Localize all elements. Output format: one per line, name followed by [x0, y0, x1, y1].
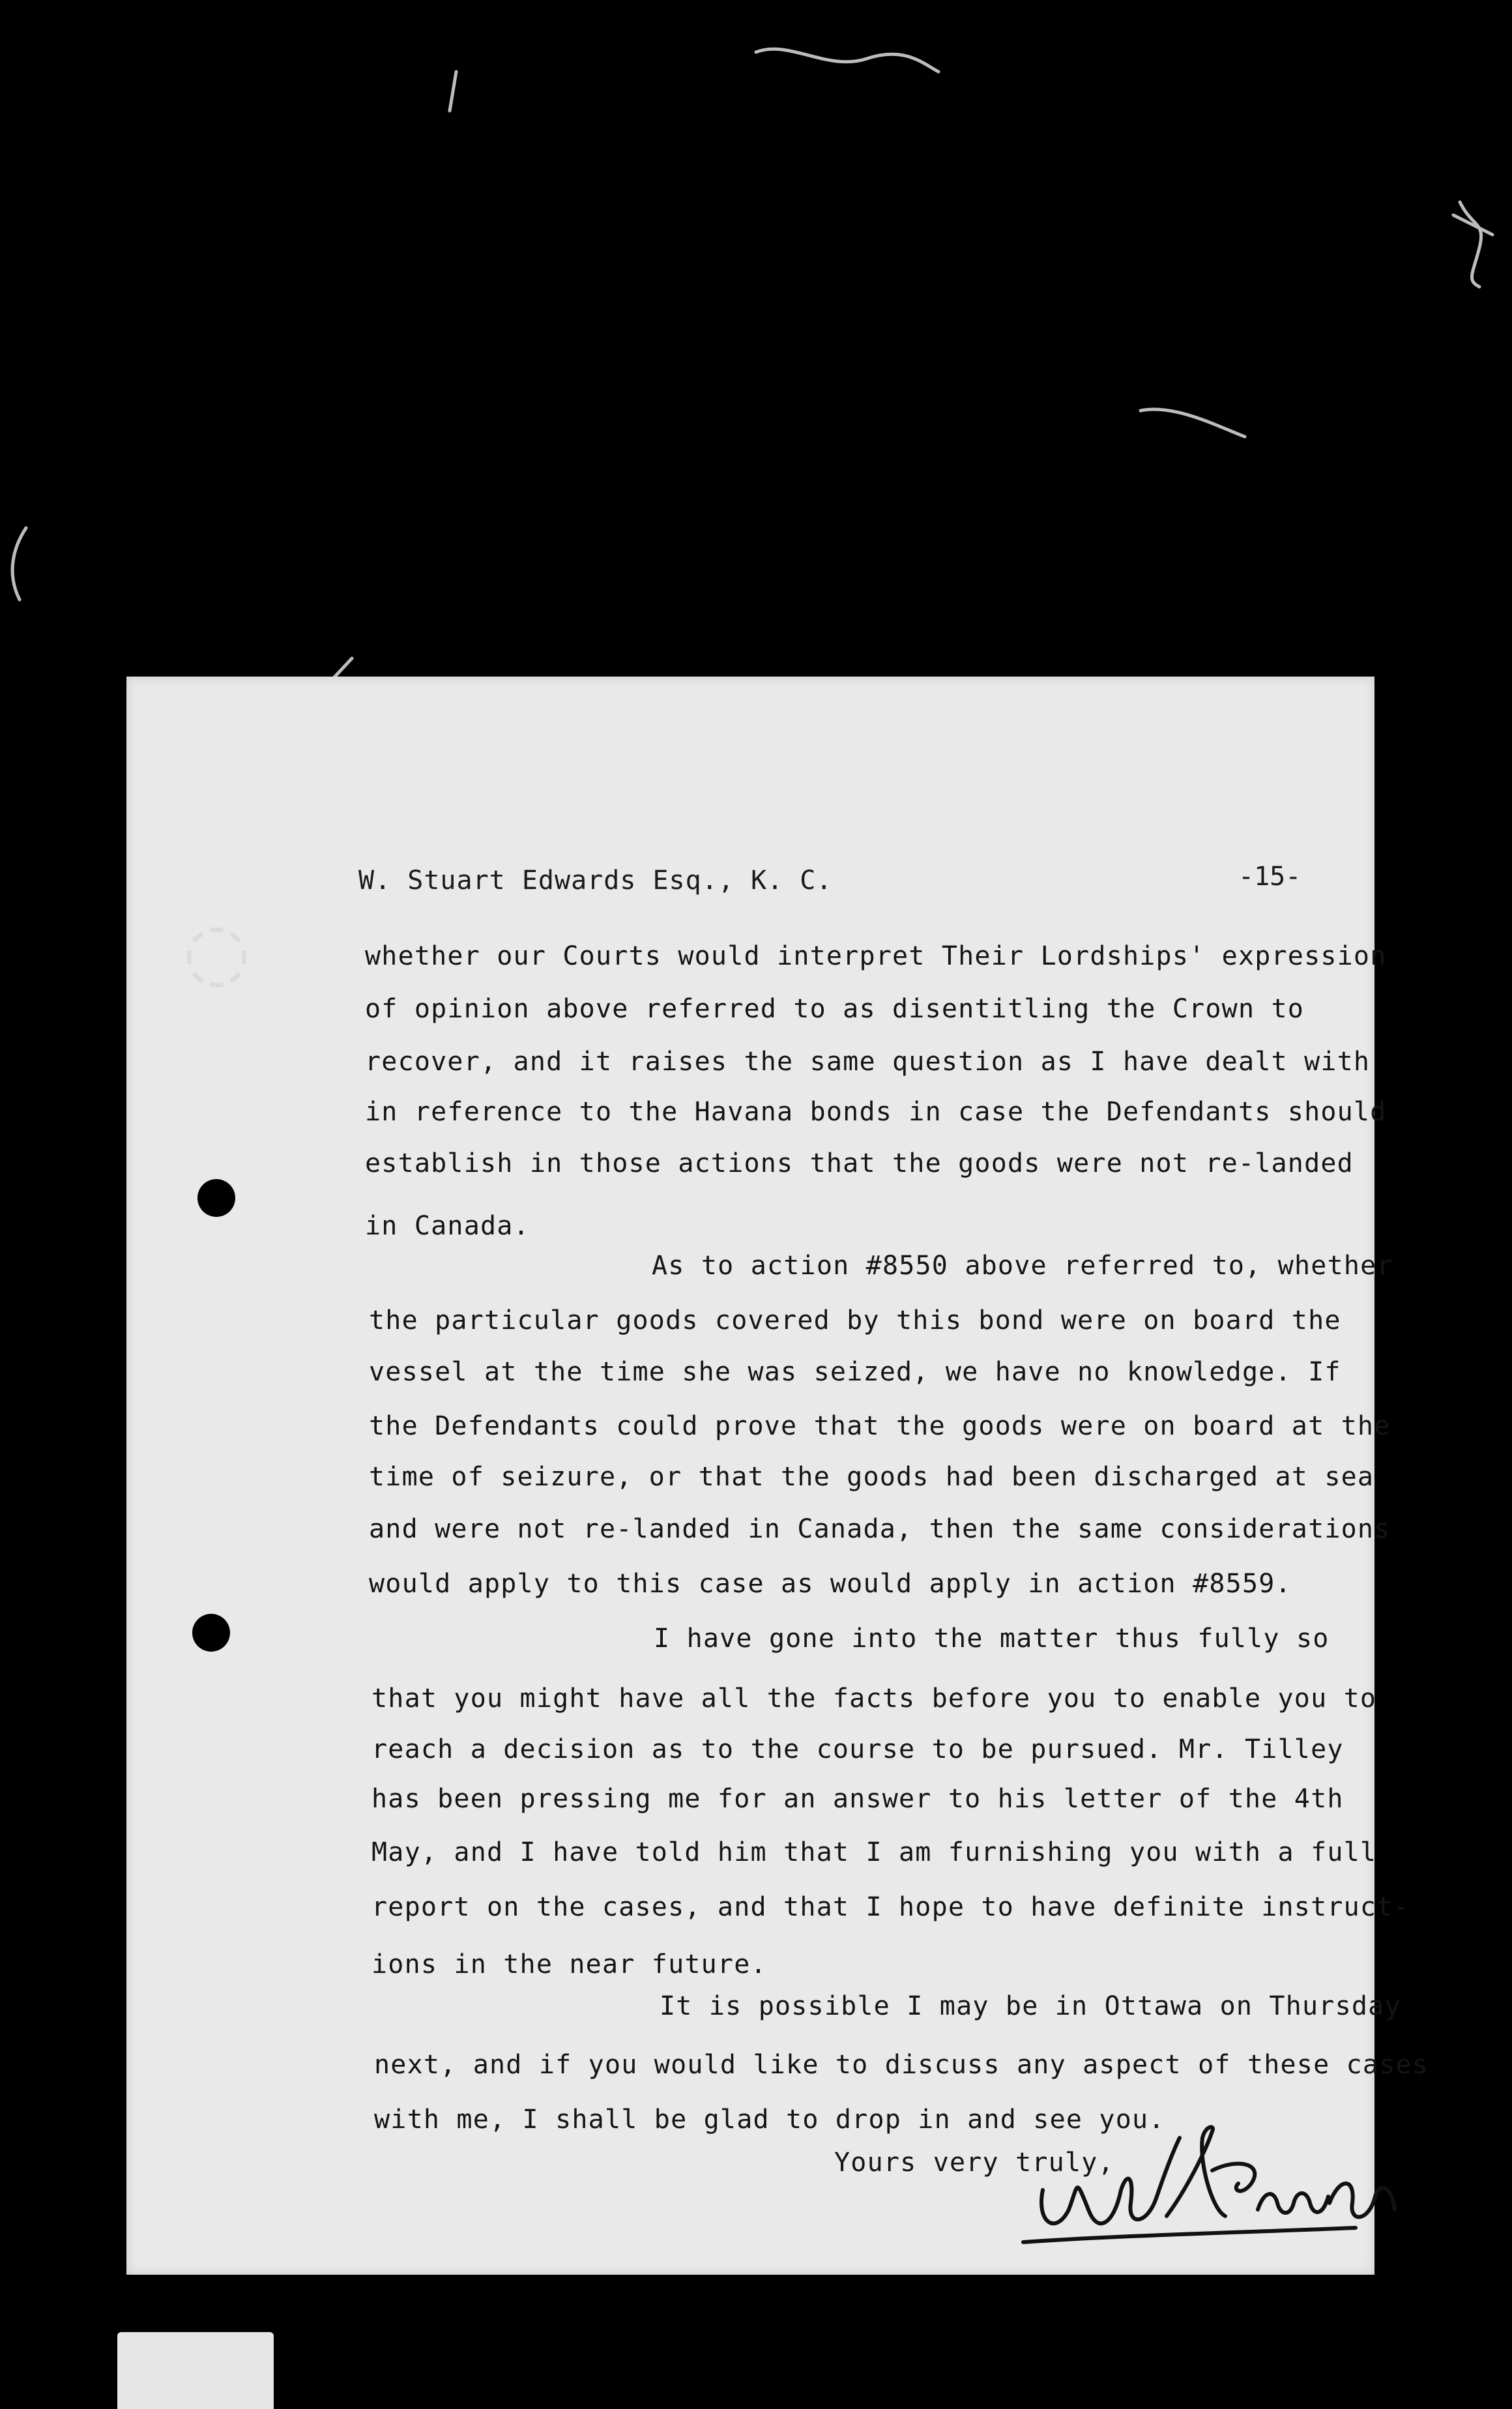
body-line: establish in those actions that the goods were not re-landed — [365, 1148, 1354, 1178]
body-line: with me, I shall be glad to drop in and see you. — [374, 2105, 1165, 2135]
body-line: I have gone into the matter thus fully so — [654, 1624, 1330, 1654]
film-leader-tab — [117, 2332, 274, 2409]
body-line: that you might have all the facts before you to enable you to — [371, 1684, 1377, 1714]
punch-hole-top — [197, 1179, 235, 1217]
recipient-header: W. Stuart Edwards Esq., K. C. — [358, 866, 833, 896]
bleed-through-mark: ◌ — [182, 906, 251, 997]
body-line: reach a decision as to the course to be pursued. Mr. Tilley — [371, 1734, 1344, 1764]
handwritten-signature — [1017, 2112, 1414, 2249]
body-line: recover, and it raises the same question as I have dealt with — [365, 1047, 1371, 1077]
body-line: ions in the near future. — [371, 1949, 767, 1979]
body-line: in Canada. — [365, 1211, 530, 1241]
body-line: the Defendants could prove that the goods were on board at the — [369, 1411, 1391, 1441]
body-line: in reference to the Havana bonds in case the Defendants should — [365, 1097, 1387, 1127]
page-number: -15- — [1238, 862, 1301, 892]
body-line: vessel at the time she was seized, we have no knowledge. If — [369, 1357, 1341, 1387]
body-line: and were not re-landed in Canada, then the same considerations — [369, 1514, 1391, 1544]
body-line: It is possible I may be in Ottawa on Thursday — [660, 1991, 1401, 2021]
film-scratch-edge — [0, 521, 39, 613]
body-line: report on the cases, and that I hope to have definite instruct- — [371, 1892, 1410, 1922]
body-line: the particular goods covered by this bond were on board the — [369, 1306, 1341, 1336]
film-scratch-right — [1447, 189, 1505, 293]
film-scratch-top — [749, 26, 945, 85]
closing-line: Yours very truly, — [834, 2148, 1114, 2178]
body-line: of opinion above referred to as disentitling the Crown to — [365, 994, 1305, 1024]
punch-hole-bottom — [192, 1614, 230, 1652]
body-line: May, and I have told him that I am furnishing you with a full — [371, 1837, 1377, 1867]
body-line: has been pressing me for an answer to his letter of the 4th — [371, 1784, 1344, 1814]
film-scratch-mid — [1134, 391, 1264, 450]
body-line: As to action #8550 above referred to, whether — [652, 1251, 1393, 1281]
body-line: time of seizure, or that the goods had been discharged at sea — [369, 1462, 1374, 1492]
body-line: would apply to this case as would apply in action #8559. — [369, 1569, 1292, 1599]
film-scratch-left — [437, 65, 469, 124]
body-line: whether our Courts would interpret Their Lordships' expression — [365, 941, 1387, 971]
body-line: next, and if you would like to discuss any aspect of these cases — [374, 2050, 1429, 2080]
